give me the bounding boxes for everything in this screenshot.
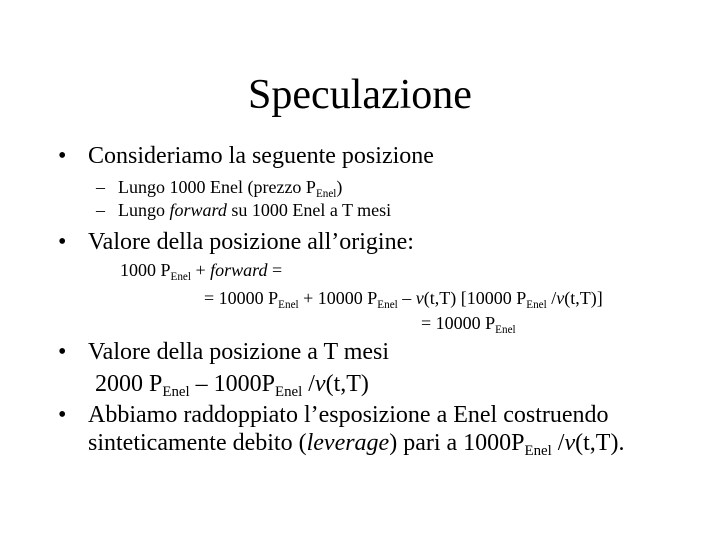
formula-line-1 (120, 259, 282, 284)
sub-bullet-lungo-enel (96, 176, 342, 201)
bullet-text: Abbiamo raddoppiato l’esposizione a Enel costruendo (88, 402, 609, 428)
italic-v: v (556, 288, 565, 308)
italic-v: v (415, 288, 424, 308)
sub-bullet-text: su 1000 Enel a T mesi (226, 200, 392, 220)
formula-text: 2000 P (95, 371, 163, 397)
bullet-marker: • (58, 402, 67, 428)
bullet-abbiamo-raddoppiato (58, 401, 609, 429)
formula-text: / (546, 288, 557, 308)
subscript-enel: Enel (524, 442, 552, 459)
subscript-enel: Enel (495, 323, 516, 336)
subscript-enel: Enel (170, 270, 191, 283)
dash-marker: – (96, 177, 105, 197)
subscript-enel: Enel (315, 187, 337, 200)
formula-text: (t,T) [10000 P (423, 288, 527, 308)
italic-v: v (314, 371, 326, 397)
slide-title: Speculazione (248, 72, 472, 118)
formula-t-mesi (95, 370, 369, 401)
subscript-enel: Enel (162, 383, 190, 400)
bullet-marker: • (58, 229, 67, 255)
italic-leverage: leverage (306, 430, 390, 456)
sub-bullet-text: Lungo (118, 200, 170, 220)
formula-text: + 10000 P (298, 288, 378, 308)
bullet-text: ) pari a 1000P (389, 430, 525, 456)
subscript-enel: Enel (274, 383, 303, 400)
bullet-text: / (551, 430, 565, 456)
bullet-marker: • (58, 143, 67, 169)
bullet-text: Valore della posizione all’origine: (88, 229, 414, 255)
subscript-enel: Enel (526, 298, 547, 311)
formula-text: (t,T) (325, 371, 369, 397)
formula-text: = 10000 P (204, 288, 279, 308)
subscript-enel: Enel (278, 298, 299, 311)
bullet-text: sinteticamente debito ( (88, 430, 307, 456)
formula-line-2 (204, 287, 603, 312)
formula-text: / (302, 371, 315, 397)
sub-bullet-lungo-forward (96, 199, 391, 221)
italic-v: v (564, 430, 576, 456)
bullet-marker: • (58, 339, 67, 365)
bullet-consideriamo (58, 142, 434, 170)
subscript-enel: Enel (377, 298, 398, 311)
bullet-valore-t-mesi (58, 338, 389, 366)
bullet-text: Consideriamo la seguente posizione (88, 143, 434, 169)
formula-text: – 1000P (189, 371, 275, 397)
italic-forward: forward (169, 200, 227, 220)
formula-text: = 10000 P (421, 313, 496, 333)
formula-text: + (190, 260, 211, 280)
formula-text: 1000 P (120, 260, 171, 280)
formula-line-3 (421, 312, 516, 337)
bullet-abbiamo-continuation (88, 429, 624, 460)
formula-text: – (397, 288, 416, 308)
bullet-text: (t,T). (575, 430, 625, 456)
sub-bullet-text: ) (336, 177, 343, 197)
bullet-text: Valore della posizione a T mesi (88, 339, 390, 365)
formula-text: (t,T)] (564, 288, 603, 308)
formula-text: = (267, 260, 283, 280)
bullet-valore-origine (58, 228, 414, 256)
italic-forward: forward (210, 260, 268, 280)
dash-marker: – (96, 200, 105, 220)
sub-bullet-text: Lungo 1000 Enel (prezzo P (118, 177, 316, 197)
